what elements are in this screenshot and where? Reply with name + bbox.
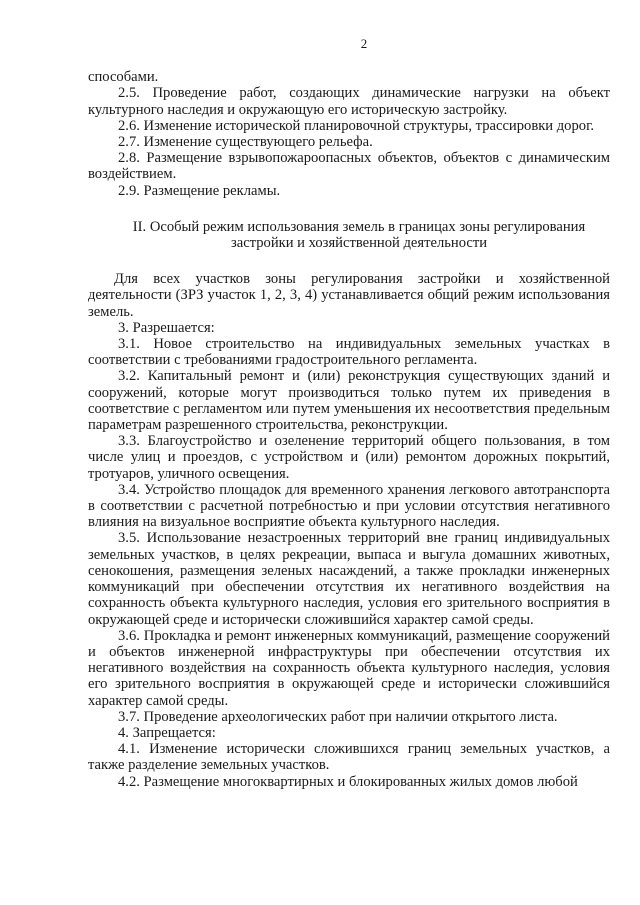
item-3-2: 3.2. Капитальный ремонт и (или) реконструкция существующих зданий и сооружений, которые могут производиться только путем их приведения в соответствие с регламентом или путем уменьшения их несоответствия предельным параметрам разрешенного строительства, реконструкции.	[88, 368, 610, 434]
continuation-text: способами.	[88, 69, 159, 86]
page-number: 2	[360, 36, 368, 51]
item-3-3: 3.3. Благоустройство и озеленение территорий общего пользования, в том числе улиц и проездов, с устройством и (или) ремонтом дорожных покрытий, тротуаров, уличного освещения.	[88, 433, 610, 482]
intro-paragraph: Для всех участков зоны регулирования застройки и хозяйственной деятельности (ЗРЗ участок 1, 2, 3, 4) устанавливается общий режим использования земель.	[88, 271, 610, 320]
item-2-8: 2.8. Размещение взрывопожароопасных объектов, объектов с динамическим воздействием.	[88, 150, 610, 183]
item-3-6: 3.6. Прокладка и ремонт инженерных коммуникаций, размещение сооружений и объектов инженерной инфраструктуры при обеспечении отсутствия их негативного воздействия на сохранность объекта культурного наследия, условия его зрительного восприятия в окружающей среде и исторически сложившийся характер самой среды.	[88, 627, 610, 709]
item-4-1: 4.1. Изменение исторически сложившихся границ земельных участков, а также разделение земельных участков.	[88, 741, 610, 774]
section-heading	[88, 219, 610, 251]
forbidden-heading: 4. Запрещается:	[118, 724, 216, 741]
item-2-7: 2.7. Изменение существующего рельефа.	[118, 134, 373, 151]
item-3-1: 3.1. Новое строительство на индивидуальных земельных участках в соответствии с требованиями градостроительного регламента.	[88, 336, 610, 369]
allowed-heading: 3. Разрешается:	[118, 319, 215, 336]
item-4-2: 4.2. Размещение многоквартирных и блокированных жилых домов любой	[118, 773, 578, 790]
item-3-5: 3.5. Использование незастроенных территорий вне границ индивидуальных земельных участков, в целях рекреации, выпаса и выгула домашних животных, сенокошения, размещения зеленых насаждений, а также прокладки инженерных коммуникаций при обеспечении отсутствия их негативного воздействия на сохранность объекта культурного наследия, условия его зрительного восприятия в окружающей среде и исторически сложившийся характер самой среды.	[88, 530, 610, 628]
item-3-7: 3.7. Проведение археологических работ при наличии открытого листа.	[118, 708, 558, 725]
item-2-5: 2.5. Проведение работ, создающих динамические нагрузки на объект культурного наследия и окружающую его историческую застройку.	[88, 85, 610, 118]
item-3-4: 3.4. Устройство площадок для временного хранения легкового автотранспорта в соответствии с расчетной потребностью и при условии отсутствия негативного влияния на визуальное восприятие объекта культурного наследия.	[88, 481, 610, 531]
item-2-9: 2.9. Размещение рекламы.	[118, 182, 281, 199]
section-heading-line1: II. Особый режим использования земель в границах зоны регулирования	[132, 218, 586, 235]
section-heading-line2: застройки и хозяйственной деятельности	[230, 235, 488, 252]
item-2-6: 2.6. Изменение исторической планировочной структуры, трассировки дорог.	[118, 117, 595, 134]
